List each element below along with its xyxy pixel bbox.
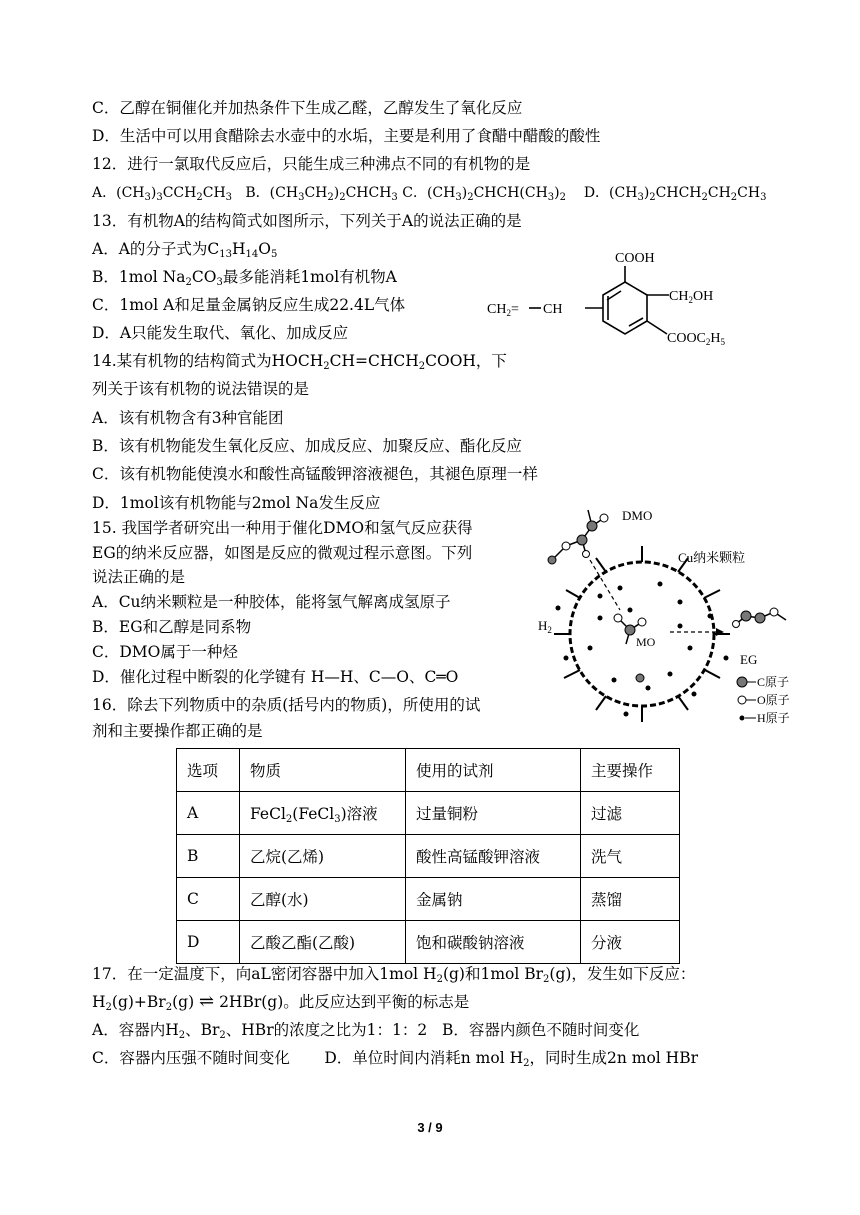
table-cell: C bbox=[177, 878, 240, 921]
q11-option-c: C．乙醇在铜催化并加热条件下生成乙醛，乙醇发生了氧化反应 bbox=[92, 99, 523, 117]
table-cell: 乙烷(乙烯) bbox=[240, 835, 406, 878]
q13-stem: 13．有机物A的结构简式如图所示，下列关于A的说法正确的是 bbox=[92, 212, 522, 230]
table-cell: A bbox=[177, 792, 240, 835]
q15-option-d: D．催化过程中断裂的化学键有 H—H、C—O、C═O bbox=[92, 668, 459, 686]
table-cell: 洗气 bbox=[581, 835, 680, 878]
table-header-row bbox=[177, 749, 680, 792]
q16-stem-2: 剂和主要操作都正确的是 bbox=[92, 722, 263, 740]
q17-options-cd: C．容器内压强不随时间变化 D．单位时间内消耗n mol $H_2$，同时生成2n mol HBr bbox=[92, 1049, 699, 1069]
table-cell: 乙酸乙酯(乙酸) bbox=[240, 921, 406, 964]
table-header-cell: 选项 bbox=[177, 749, 240, 792]
q13-option-a: A．A的分子式为$C_{13}H_{14}O_5$ bbox=[92, 240, 278, 260]
fig13-cooh-label: COOH bbox=[615, 251, 655, 266]
fig13-ester-label: $COOC_2H_5$ bbox=[667, 331, 726, 347]
q15-stem-2: EG的纳米反应器，如图是反应的微观过程示意图。下列 bbox=[92, 544, 473, 562]
q14-option-c: C．该有机物能使溴水和酸性高锰酸钾溶液褪色，其褪色原理一样 bbox=[92, 465, 538, 483]
table-row bbox=[177, 878, 680, 921]
q14-option-b: B．该有机物能发生氧化反应、加成反应、加聚反应、酯化反应 bbox=[92, 437, 522, 455]
q14-option-d: D．1mol该有机物能与2mol Na发生反应 bbox=[92, 494, 381, 512]
table-header-cell: 主要操作 bbox=[581, 749, 680, 792]
q16-stem-1: 16．除去下列物质中的杂质(括号内的物质)，所使用的试 bbox=[92, 696, 481, 714]
q13-option-c: C．1mol A和足量金属钠反应生成22.4L气体 bbox=[92, 296, 406, 314]
q17-options-ab: A．容器内$H_2$、$Br_2$、HBr的浓度之比为1：1：2 B．容器内颜色不随时间变化 bbox=[92, 1021, 640, 1041]
page-number: 3 / 9 bbox=[417, 1120, 443, 1135]
table-cell: D bbox=[177, 921, 240, 964]
q15-option-c: C．DMO属于一种烃 bbox=[92, 643, 238, 661]
q11-option-d: D．生活中可以用食醋除去水壶中的水垢，主要是利用了食醋中醋酸的酸性 bbox=[92, 127, 601, 145]
q14-stem-1: 14.某有机物的结构简式为$HOCH_2CH=CHCH_2COOH$，下 bbox=[92, 352, 507, 372]
q12-options: A．$(CH_3)_3CCH_2CH_3$ B．$(CH_3CH_2)_2CHCH_3$ C．$(CH_3)_2CHCH(CH_3)_2$ D．$(CH_3)_2CHCH_2CH_2CH_3$ bbox=[92, 185, 767, 203]
q15-stem-3: 说法正确的是 bbox=[92, 568, 186, 586]
fig13-ch-label: CH bbox=[543, 302, 563, 317]
q12-stem: 12．进行一氯取代反应后，只能生成三种沸点不同的有机物的是 bbox=[92, 155, 531, 173]
table-cell: 分液 bbox=[581, 921, 680, 964]
legend-o-atom: O原子 bbox=[757, 693, 790, 707]
q17-stem-2: $H_2(g)+Br_2(g)$ ⇌ 2HBr(g)。此反应达到平衡的标志是 bbox=[92, 991, 470, 1013]
table-cell: 过量铜粉 bbox=[406, 792, 581, 835]
q15-reactor-figure bbox=[530, 498, 805, 734]
fig13-ch2oh-label: $CH_2OH$ bbox=[669, 289, 714, 305]
table-cell: 酸性高锰酸钾溶液 bbox=[406, 835, 581, 878]
legend-c-atom: C原子 bbox=[757, 675, 790, 689]
q15-stem-1: 15. 我国学者研究出一种用于催化DMO和氢气反应获得 bbox=[92, 519, 473, 537]
q14-stem-2: 列关于该有机物的说法错误的是 bbox=[92, 380, 310, 398]
q13-option-b: B．1mol $Na_2CO_3$最多能消耗1mol有机物A bbox=[92, 268, 397, 288]
q13-structure-figure bbox=[485, 242, 745, 354]
fig15-h2-label: $H_2$ bbox=[538, 618, 552, 635]
q13-option-d: D．A只能发生取代、氧化、加成反应 bbox=[92, 324, 349, 342]
table-cell: 乙醇(水) bbox=[240, 878, 406, 921]
q14-option-a: A．该有机物含有3种官能团 bbox=[92, 409, 284, 427]
fig15-eg-label: EG bbox=[740, 652, 758, 667]
reagent-table bbox=[176, 748, 680, 964]
table-cell: B bbox=[177, 835, 240, 878]
table-header-cell: 物质 bbox=[240, 749, 406, 792]
table-row bbox=[177, 792, 680, 835]
table-cell: 过滤 bbox=[581, 792, 680, 835]
fig15-cu-label: Cu纳米颗粒 bbox=[678, 550, 746, 565]
table-cell: 金属钠 bbox=[406, 878, 581, 921]
legend-h-atom: H原子 bbox=[757, 711, 790, 725]
table-cell: 饱和碳酸钠溶液 bbox=[406, 921, 581, 964]
fig15-mo-label: MO bbox=[636, 635, 656, 649]
q15-option-b: B．EG和乙醇是同系物 bbox=[92, 618, 252, 636]
table-cell: 蒸馏 bbox=[581, 878, 680, 921]
fig15-dmo-label: DMO bbox=[622, 508, 653, 523]
q15-option-a: A．Cu纳米颗粒是一种胶体，能将氢气解离成氢原子 bbox=[92, 593, 451, 611]
table-row bbox=[177, 921, 680, 964]
fig13-vinyl-label: $CH_2=$ bbox=[487, 302, 519, 318]
q17-stem-1: 17．在一定温度下，向aL密闭容器中加入1mol $H_2(g)$和1mol $Br_2(g)$，发生如下反应： bbox=[92, 965, 696, 985]
table-cell-substance: FeCl$_2$(FeCl$_3$)溶液 bbox=[240, 792, 406, 835]
table-row bbox=[177, 835, 680, 878]
table-header-cell: 使用的试剂 bbox=[406, 749, 581, 792]
